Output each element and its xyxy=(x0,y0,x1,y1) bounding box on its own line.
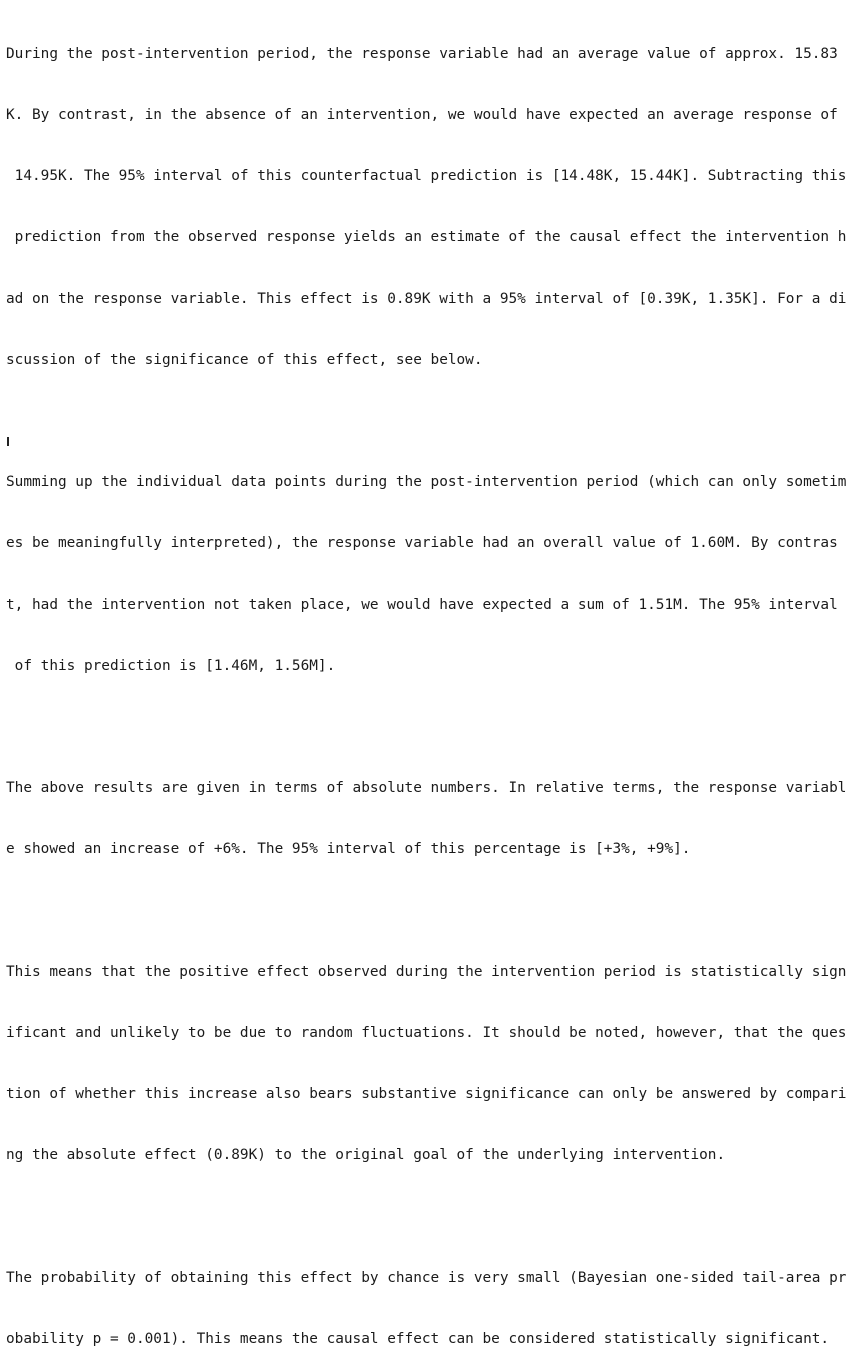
report-line: tion of whether this increase also bears substantive significance can only be answered by compari xyxy=(6,1086,846,1103)
report-line: e showed an increase of +6%. The 95% interval of this percentage is [+3%, +9%]. xyxy=(6,841,691,858)
report-line xyxy=(6,411,828,431)
report-line: The probability of obtaining this effect by chance is very small (Bayesian one-sided tail-area pr xyxy=(6,1269,846,1286)
report-line xyxy=(6,717,828,737)
report-line: t, had the intervention not taken place, we would have expected a sum of 1.51M. The 95% interval xyxy=(6,596,838,613)
report-line: ad on the response variable. This effect is 0.89K with a 95% interval of [0.39K, 1.35K]. For a di xyxy=(6,290,846,307)
report-line: This means that the positive effect observed during the intervention period is statistically sign xyxy=(6,963,846,980)
report-line: scussion of the significance of this effect, see below. xyxy=(6,351,483,368)
report-line: K. By contrast, in the absence of an intervention, we would have expected an average response of xyxy=(6,107,838,124)
report-line xyxy=(6,901,828,921)
report-line: During the post-intervention period, the response variable had an average value of approx. 15.83 xyxy=(6,45,838,62)
text-cursor xyxy=(7,437,9,446)
report-line: of this prediction is [1.46M, 1.56M]. xyxy=(6,657,336,674)
causal-impact-report xyxy=(6,3,846,1370)
report-line: Summing up the individual data points during the post-intervention period (which can only sometim xyxy=(6,474,846,491)
report-line: The above results are given in terms of absolute numbers. In relative terms, the response variabl xyxy=(6,780,846,797)
report-line: prediction from the observed response yields an estimate of the causal effect the intervention h xyxy=(6,229,846,246)
report-line xyxy=(6,1207,828,1227)
report-line: ificant and unlikely to be due to random fluctuations. It should be noted, however, that the ques xyxy=(6,1025,846,1042)
report-line: 14.95K. The 95% interval of this counterfactual prediction is [14.48K, 15.44K]. Subtracting this xyxy=(6,168,846,185)
report-line: obability p = 0.001). This means the causal effect can be considered statistically significant. xyxy=(6,1331,830,1348)
report-line: ng the absolute effect (0.89K) to the original goal of the underlying intervention. xyxy=(6,1147,726,1164)
report-line: es be meaningfully interpreted), the response variable had an overall value of 1.60M. By contras xyxy=(6,535,838,552)
